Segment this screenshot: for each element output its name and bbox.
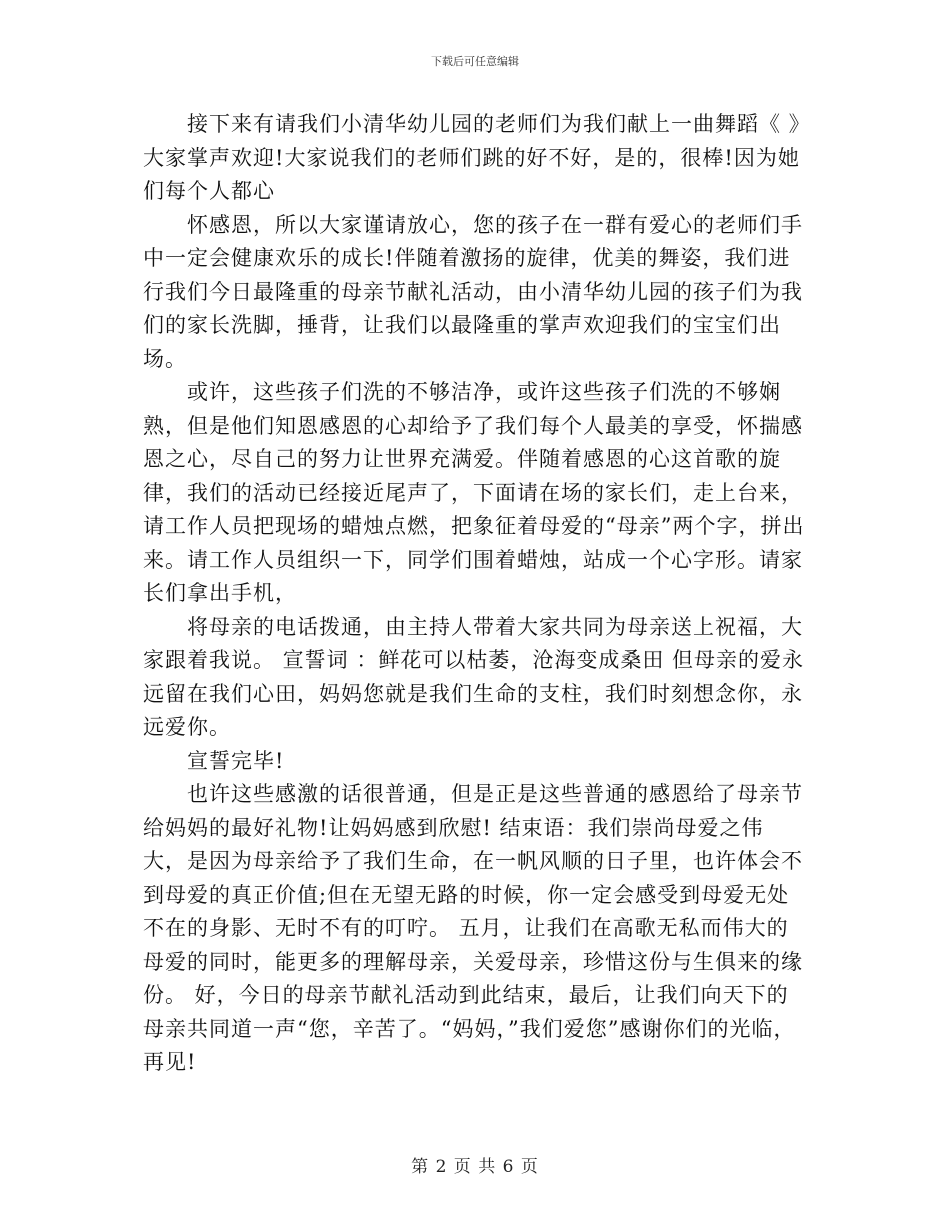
page-number-label: 第 2 页 共 6 页 [411,1157,539,1177]
paragraph-2: 怀感恩，所以大家谨请放心，您的孩子在一群有爱心的老师们手中一定会健康欢乐的成长!伴随着激扬的旋律，优美的舞姿，我们进行我们今日最隆重的母亲节献礼活动，由小清华幼儿园的孩子们为我们的家长洗脚，捶背，让我们以最隆重的掌声欢迎我们的宝宝们出场。 [143,212,803,371]
paragraph-5: 宣誓完毕! [187,748,285,773]
document-body [143,108,807,1080]
paragraph-3: 或许，这些孩子们洗的不够洁净，或许这些孩子们洗的不够娴熟，但是他们知恩感恩的心却给予了我们每个人最美的享受，怀揣感恩之心，尽自己的努力让世界充满爱。伴随着感恩的心这首歌的旋律，我们的活动已经接近尾声了，下面请在场的家长们，走上台来，请工作人员把现场的蜡烛点燃，把象征着母爱的“母亲”两个字，拼出来。请工作人员组织一下，同学们围着蜡烛，站成一个心字形。请家长们拿出手机， [143,380,805,605]
paragraph-4: 将母亲的电话拨通，由主持人带着大家共同为母亲送上祝福，大家跟着我说。 宣誓词 ：鲜花可以枯萎，沧海变成桑田 但母亲的爱永远留在我们心田，妈妈您就是我们生命的支柱，我们时刻想念你，永远爱你。 [143,614,805,739]
paragraph-6: 也许这些感激的话很普通，但是正是这些普通的感恩给了母亲节给妈妈的最好礼物!让妈妈感到欣慰! 结束语：我们崇尚母爱之伟大，是因为母亲给予了我们生命，在一帆风顺的日子里，也许体会不到母爱的真正价值;但在无望无路的时候，你一定会感受到母爱无处不在的身影、无时不有的叮咛。 五月，让我们在高歌无私而伟大的母爱的同时，能更多的理解母亲，关爱母亲，珍惜这份与生俱来的缘份。 好，今日的母亲节献礼活动到此结束，最后，让我们向天下的母亲共同道一声“您，辛苦了。“妈妈，”我们爱您”感谢你们的光临，再见! [143,782,803,1074]
page-header-note: 下载后可任意编辑 [431,55,519,68]
page-footer [0,1152,950,1177]
paragraph-1: 接下来有请我们小清华幼儿园的老师们为我们献上一曲舞蹈《 》大家掌声欢迎!大家说我们的老师们跳的好不好，是的，很棒!因为她们每个人都心 [143,112,801,203]
